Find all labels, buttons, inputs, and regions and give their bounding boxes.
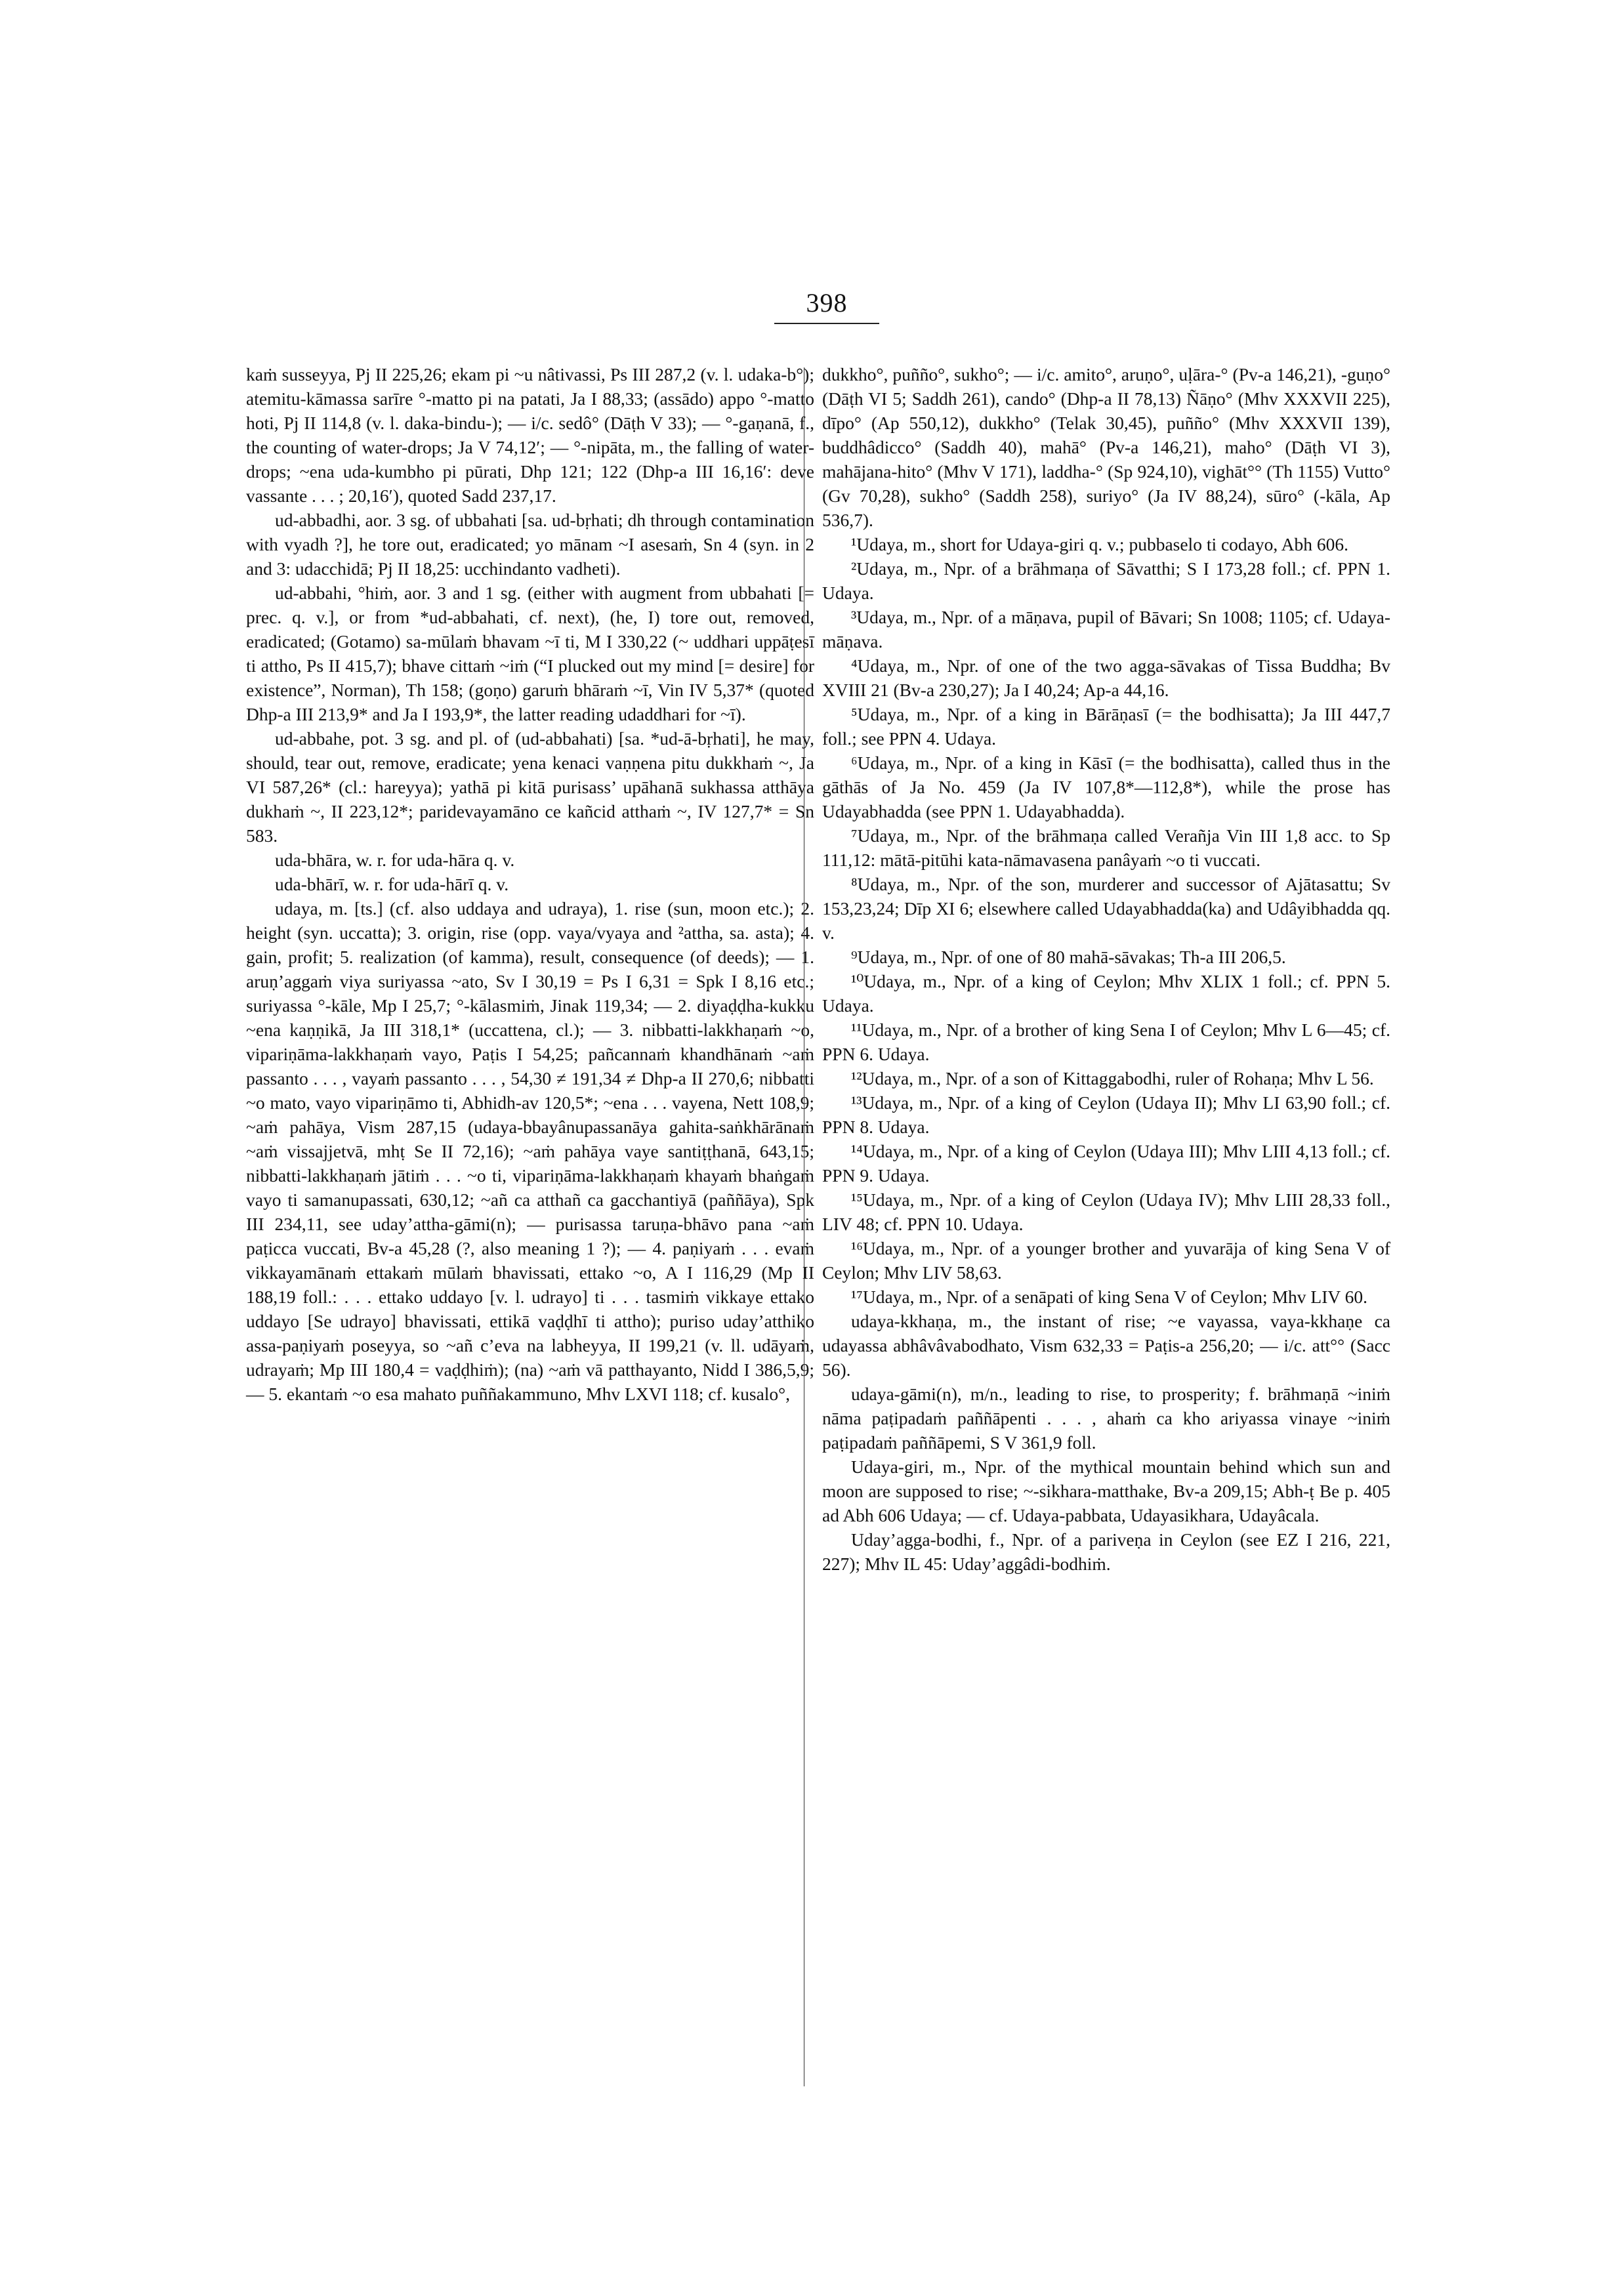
dictionary-entry: udaya, m. [ts.] (cf. also uddaya and udraya), 1. rise (sun, moon etc.); 2. height (syn. uccatta); 3. origin, rise (opp. vaya/vyaya and ²attha, sa. asta); 4. gain, profit; 5. realization (of kamma), result, consequence (of deeds); — 1. aruṇ’aggaṁ viya suriyassa ~ato, Sv I 30,19 = Ps I 6,31 = Spk I 8,16 etc.; suriyassa °-kāle, Mp I 25,7; °-kālasmiṁ, Jinak 119,34; — 2. diyaḍḍha-kukku ~ena kaṇṇikā, Ja III 318,1* (uccattena, cl.); — 3. nibbatti-lakkhaṇaṁ ~o, vipariṇāma-lakkhaṇaṁ vayo, Paṭis I 54,25; pañcannaṁ khandhānaṁ ~aṁ passanto . . . , vayaṁ passanto . . . , 54,30 ≠ 191,34 ≠ Dhp-a II 270,6; nibbatti ~o mato, vayo vipariṇāmo ti, Abhidh-av 120,5*; ~ena . . . vayena, Nett 108,9; ~aṁ pahāya, Vism 287,15 (udaya-bbayânupassanāya gahita-saṅkhārānaṁ ~aṁ vissajjetvā, mhṭ Se II 72,16); ~aṁ pahāya vaye santiṭṭhanā, 643,15; nibbatti-lakkhaṇaṁ jātiṁ . . . ~o ti, vipariṇāma-lakkhaṇaṁ khayaṁ bhaṅgaṁ vayo ti samanupassati, 630,12; ~añ ca atthañ ca gacchantiyā (paññāya), Spk III 234,11, see uday’attha-gāmi(n); — purisassa taruṇa-bhāvo pana ~aṁ paṭicca vuccati, Bv-a 45,28 (?, also meaning 1 ?); — 4. paṇiyaṁ . . . evaṁ vikkayamānaṁ ettakaṁ mūlaṁ bhavissati, ettako ~o, A I 116,29 (Mp II 188,19 foll.: . . . ettako uddayo [v. l. udrayo] ti . . . tasmiṁ vikkaye ettako uddayo [Se udrayo] bhavissati, ettikā vaḍḍhī ti attho); puriso uday’atthiko assa-paṇiyaṁ poseyya, so ~añ c’eva na labheyya, II 199,21 (v. ll. udāyaṁ, udrayaṁ; Mp III 180,4 = vaḍḍhiṁ); (na) ~aṁ vā patthayanto, Nidd I 386,5,9; — 5. ekantaṁ ~o esa mahato puññakammuno, Mhv LXVI 118; cf. kusalo°, [246,898,814,1404]
dictionary-entry: ²Udaya, m., Npr. of a brāhmaṇa of Sāvatthi; S I 173,28 foll.; cf. PPN 1. Udaya. [822,558,1390,603]
dictionary-entry: Uday’agga-bodhi, f., Npr. of a pariveṇa in Ceylon (see EZ I 216, 221, 227); Mhv IL 45: Uday’aggâdi-bodhiṁ. [822,1529,1390,1574]
dictionary-entry: ¹Udaya, m., short for Udaya-giri q. v.; pubbaselo ti codayo, Abh 606. [851,534,1348,554]
dictionary-entry: ud-abbahe, pot. 3 sg. and pl. of (ud-abbahati) [sa. *ud-ā-bṛhati], he may, should, tear out, remove, eradicate; yena kenaci vaṇṇena pitu dukkhaṁ ~, Ja VI 587,26* (cl.: hareyya); yathā pi kitā purisass’ upāhanā sukhassa atthāya dukhaṁ ~, II 223,12*; paridevayamāno ce kañcid atthaṁ ~, IV 127,7* = Sn 583. [246,728,814,846]
dictionary-entry: ud-abbadhi, aor. 3 sg. of ubbahati [sa. ud-bṛhati; dh through contamination with vyadh ?], he tore out, eradicated; yo mānam ~I asesaṁ, Sn 4 (syn. in 2 and 3: udacchidā; Pj II 18,25: ucchindanto vadheti). [246,510,814,579]
page-number-rule [774,323,879,324]
dictionary-entry: ud-abbahi, °hiṁ, aor. 3 and 1 sg. (either with augment from ubbahati [= prec. q. v.], or from *ud-abbahati, cf. next), (he, I) tore out, removed, eradicated; (Gotamo) sa-mūlaṁ bhavam ~ī ti, M I 330,22 (~ uddhari uppāṭesī ti attho, Ps II 415,7); bhave cittaṁ ~iṁ (“I plucked out my mind [= desire] for existence”, Norman), Th 158; (goṇo) garuṁ bhāraṁ ~ī, Vin IV 5,37* (quoted Dhp-a III 213,9* and Ja I 193,9*, the latter reading udaddhari for ~ī). [246,583,814,724]
left-column [246,362,814,1406]
page-number: 398 [806,288,848,318]
dictionary-entry: uda-bhārī, w. r. for uda-hārī q. v. [275,874,509,894]
dictionary-entry: ⁹Udaya, m., Npr. of one of 80 mahā-sāvakas; Th-a III 206,5. [851,947,1286,967]
dictionary-entry: ⁵Udaya, m., Npr. of a king in Bārāṇasī (= the bodhisatta); Ja III 447,7 foll.; see PPN 4. Udaya. [822,704,1390,749]
dictionary-entry: ⁶Udaya, m., Npr. of a king in Kāsī (= the bodhisatta), called thus in the gāthās of Ja No. 459 (Ja IV 107,8*—112,8*), while the prose has Udayabhadda (see PPN 1. Udayabhadda). [822,753,1390,821]
dictionary-entry: ¹¹Udaya, m., Npr. of a brother of king Sena I of Ceylon; Mhv L 6—45; cf. PPN 6. Udaya. [822,1020,1390,1064]
dictionary-entry: uda-bhāra, w. r. for uda-hāra q. v. [275,850,515,870]
dictionary-entry: ¹⁰Udaya, m., Npr. of a king of Ceylon; Mhv XLIX 1 foll.; cf. PPN 5. Udaya. [822,971,1390,1016]
dictionary-entry: kaṁ susseyya, Pj II 225,26; ekam pi ~u nâtivassi, Ps III 287,2 (v. l. udaka-b°); atemitu-kāmassa sarīre °-matto pi na patati, Ja I 88,33; (assādo) appo °-matto hoti, Pj II 114,8 (v. l. daka-bindu-); — i/c. sedô° (Dāṭh V 33); — °-gaṇanā, f., the counting of water-drops; Ja V 74,12′; — °-nipāta, m., the falling of water-drops; ~ena uda-kumbho pi pūrati, Dhp 121; 122 (Dhp-a III 16,16′: deve vassante . . . ; 20,16′), quoted Sadd 237,17. [246,364,814,506]
dictionary-entry: ¹⁴Udaya, m., Npr. of a king of Ceylon (Udaya III); Mhv LIII 4,13 foll.; cf. PPN 9. Udaya. [822,1141,1390,1186]
dictionary-entry: ³Udaya, m., Npr. of a māṇava, pupil of Bāvari; Sn 1008; 1105; cf. Udaya-māṇava. [822,607,1390,651]
dictionary-entry: ⁴Udaya, m., Npr. of one of the two agga-sāvakas of Tissa Buddha; Bv XVIII 21 (Bv-a 230,27); Ja I 40,24; Ap-a 44,16. [822,655,1390,700]
dictionary-entry: ¹²Udaya, m., Npr. of a son of Kittaggabodhi, ruler of Rohaṇa; Mhv L 56. [851,1068,1374,1088]
dictionary-entry: ⁸Udaya, m., Npr. of the son, murderer and successor of Ajātasattu; Sv 153,23,24; Dīp XI 6; elsewhere called Udayabhadda(ka) and Udâyibhadda qq. v. [822,874,1390,943]
dictionary-entry: ¹⁷Udaya, m., Npr. of a senāpati of king Sena V of Ceylon; Mhv LIV 60. [851,1287,1367,1307]
dictionary-entry: ¹⁶Udaya, m., Npr. of a younger brother and yuvarāja of king Sena V of Ceylon; Mhv LIV 58,63. [822,1238,1390,1283]
right-column [822,362,1390,1576]
dictionary-entry: ¹³Udaya, m., Npr. of a king of Ceylon (Udaya II); Mhv LI 63,90 foll.; cf. PPN 8. Udaya. [822,1092,1390,1137]
dictionary-entry: udaya-kkhaṇa, m., the instant of rise; ~e vayassa, vaya-kkhaṇe ca udayassa abhâvâvabodhato, Vism 632,33 = Paṭis-a 256,20; — i/c. att°° (Sacc 56). [822,1311,1390,1380]
dictionary-entry: dukkho°, puñño°, sukho°; — i/c. amito°, aruṇo°, uḷāra-° (Pv-a 146,21), -guṇo° (Dāṭh VI 5; Saddh 261), cando° (Dhp-a II 78,13) Ñāṇo° (Mhv XXXVII 225), dīpo° (Ap 550,12), dukkho° (Telak 30,45), puñño° (Mhv XXXVII 139), buddhâdicco° (Saddh 40), mahā° (Pv-a 146,21), maho° (Dāṭh VI 3), mahājana-hito° (Mhv V 171), laddha-° (Sp 924,10), vighāt°° (Th 1155) Vutto° (Gv 70,28), sukho° (Saddh 258), suriyo° (Ja IV 88,24), sūro° (-kāla, Ap 536,7). [822,364,1390,530]
dictionary-entry: ⁷Udaya, m., Npr. of the brāhmaṇa called Verañja Vin III 1,8 acc. to Sp 111,12: mātā-pitūhi kata-nāmavasena panâyaṁ ~o ti vuccati. [822,825,1390,870]
dictionary-entry: ¹⁵Udaya, m., Npr. of a king of Ceylon (Udaya IV); Mhv LIII 28,33 foll., LIV 48; cf. PPN 10. Udaya. [822,1189,1390,1234]
dictionary-entry: udaya-gāmi(n), m/n., leading to rise, to prosperity; f. brāhmaṇā ~iniṁ nāma paṭipadaṁ paññāpenti . . . , ahaṁ ca kho ariyassa vinaye ~iniṁ paṭipadaṁ paññāpemi, S V 361,9 foll. [822,1384,1390,1453]
dictionary-entry: Udaya-giri, m., Npr. of the mythical mountain behind which sun and moon are supposed to rise; ~-sikhara-matthake, Bv-a 209,15; Abh-ṭ Be p. 405 ad Abh 606 Udaya; — cf. Udaya-pabbata, Udayasikhara, Udayâcala. [822,1457,1390,1525]
